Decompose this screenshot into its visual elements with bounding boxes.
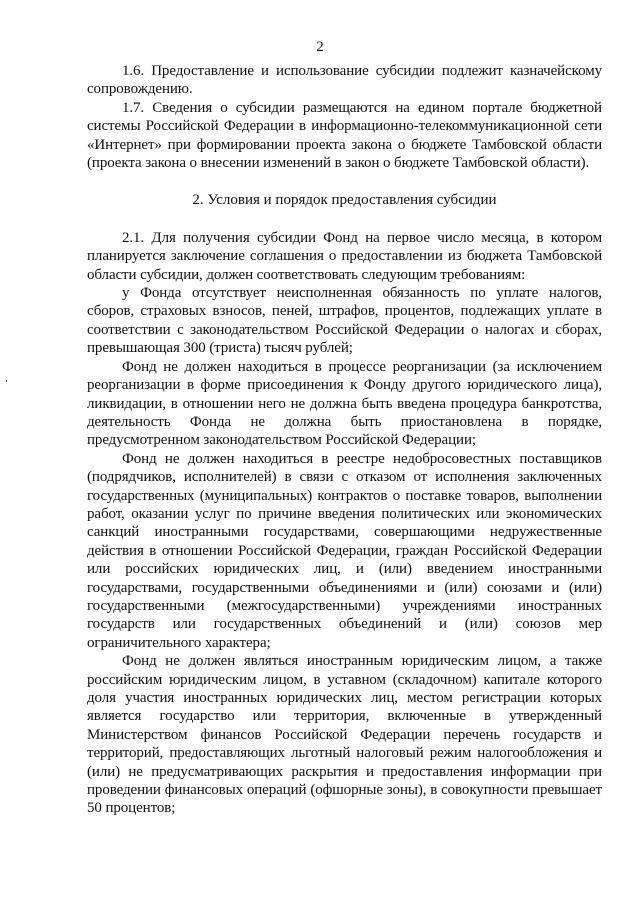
paragraph-requirement-reorganization: Фонд не должен находиться в процессе реорганизации (за исключением реорганизации в форме присоединения к Фонду другого юридического лица), ликвидации, в отношении него не должна быть введена процедура банкротства, деятельность Фонда не должна быть приостановлена в порядке, предусмотренном законодательством Российской Федерации; bbox=[87, 358, 602, 449]
document-body bbox=[87, 62, 602, 818]
paragraph-2-1: 2.1. Для получения субсидии Фонд на первое число месяца, в котором планируется заключение соглашения о предоставлении из бюджета Тамбовской области субсидии, должен соответствовать следующим требованиям: bbox=[87, 229, 602, 283]
scan-margin-mark bbox=[6, 380, 7, 382]
paragraph-1-6: 1.6. Предоставление и использование субсидии подлежит казначейскому сопровождению. bbox=[87, 63, 602, 98]
paragraph-requirement-registry: Фонд не должен находиться в реестре недобросовестных поставщиков (подрядчиков, исполнителей) в связи с отказом от исполнения заключенных государственных (муниципальных) контрактов о поставке товаров, выполнении работ, оказании услуг по причине введения политических или экономических санкций иностранными государствами, совершающими недружественные действия в отношении Российской Федерации, граждан Российской Федерации или российских юридических лиц, и (или) введением иностранными государствами, государственными объединениями и (или) союзами и (или) государственными (межгосударственными) учреждениями иностранных государств или государственных объединений и (или) союзов мер ограничительного характера; bbox=[87, 450, 602, 651]
paragraph-requirement-taxes: у Фонда отсутствует неисполненная обязанность по уплате налогов, сборов, страховых взносов, пеней, штрафов, процентов, подлежащих уплате в соответствии с законодательством Российской Федерации о налогах и сборах, превышающая 300 (триста) тысяч рублей; bbox=[87, 285, 602, 357]
section-heading: 2. Условия и порядок предоставления субсидии bbox=[192, 192, 497, 209]
paragraph-requirement-foreign-entity: Фонд не должен являться иностранным юридическим лицом, а также российским юридическим лицом, в уставном (складочном) капитале которого доля участия иностранных юридических лиц, местом регистрации которых является государство или территория, включенные в утвержденный Министерством финансов Российской Федерации перечень государств и территорий, предоставляющих льготный налоговый режим налогообложения и (или) не предусматривающих раскрытия и предоставления информации при проведении финансовых операций (офшорные зоны), в совокупности превышает 50 процентов; bbox=[87, 653, 602, 817]
page-number: 2 bbox=[316, 39, 324, 55]
paragraph-1-7: 1.7. Сведения о субсидии размещаются на едином портале бюджетной системы Российской Федерации в информационно-телекоммуникационной сети «Интернет» при формировании проекта закона о бюджете Тамбовской области (проекта закона о внесении изменений в закон о бюджете Тамбовской области). bbox=[87, 99, 602, 172]
